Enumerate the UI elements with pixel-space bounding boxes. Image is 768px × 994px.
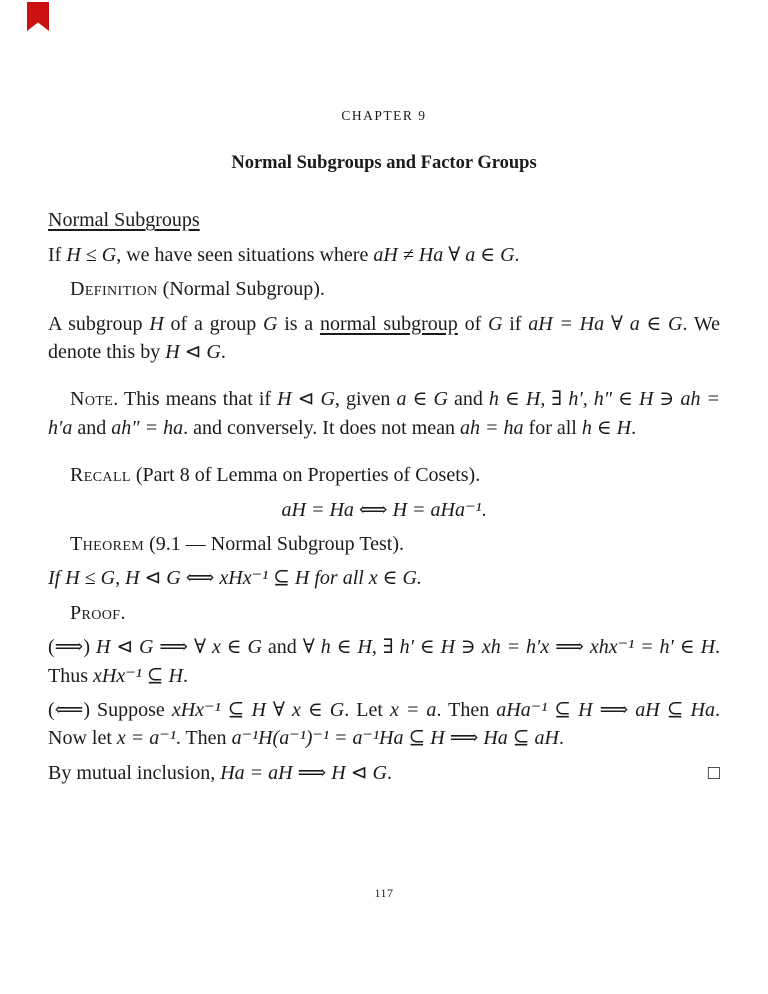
text-run: ∀ (443, 243, 466, 266)
text-run: h′, h″ ∈ H (568, 388, 654, 411)
text-run: . (481, 498, 487, 521)
text-run: ∀ (604, 312, 630, 335)
text-run: h ∈ H (488, 388, 541, 411)
text-run: h′ ∈ H (399, 636, 456, 659)
paragraph (48, 599, 720, 627)
text-run: If H ≤ G, H ⊲ G ⟺ xHx⁻¹ ⊆ H for all x ∈ G. (48, 567, 422, 590)
text-run: normal subgroup (319, 312, 458, 335)
chapter-heading: CHAPTER 9 (341, 108, 427, 123)
text-run: . Thus (48, 636, 721, 687)
text-run: ⟹ (292, 761, 332, 784)
text-run: of a group (163, 312, 263, 335)
text-run: , given (334, 388, 397, 411)
text-run: h ∈ H (581, 416, 632, 439)
paragraph (48, 275, 720, 303)
text-run: x ∈ G (292, 698, 345, 721)
text-run: aH = Ha (528, 312, 605, 335)
text-run: By mutual inclusion, (48, 761, 221, 784)
text-run: Recall (70, 464, 131, 487)
document-title: Normal Subgroups and Factor Groups (231, 153, 537, 174)
text-run: x = a (389, 698, 437, 721)
text-run: x ∈ G (212, 636, 262, 659)
text-run: ⟹ (549, 636, 590, 659)
text-run: and ∀ (262, 636, 321, 659)
text-run: . (514, 243, 520, 266)
paragraph (48, 633, 720, 690)
paragraph (48, 564, 720, 592)
text-run: H = aHa⁻¹ (392, 498, 482, 521)
paragraph (48, 461, 720, 489)
text-run: If (48, 243, 67, 266)
text-run: a⁻¹H(a⁻¹)⁻¹ = a⁻¹Ha ⊆ H (231, 727, 445, 750)
text-run: , we have seen situations where (116, 243, 374, 266)
text-run: , ∃ (371, 636, 400, 659)
text-run: xHx⁻¹ ⊆ H (93, 664, 183, 687)
text-run: . Now let (48, 698, 721, 750)
text-run: ah = h′a (48, 388, 721, 439)
text-run: . Then (175, 727, 232, 750)
text-run: ⟺ (353, 498, 393, 521)
text-run: ∋ (653, 388, 681, 411)
text-run: Definition (70, 278, 158, 301)
text-run: Theorem (70, 532, 145, 555)
text-run: , ∃ (540, 388, 569, 411)
text-run: aHa⁻¹ ⊆ H (496, 698, 593, 721)
text-run: . (386, 761, 392, 784)
text-run: ⟹ (444, 727, 484, 750)
text-run: ah = ha (460, 416, 524, 439)
text-run: aH ≠ Ha (373, 243, 444, 266)
text-run: x = a⁻¹ (116, 727, 176, 750)
text-run: G (488, 312, 503, 335)
text-run: (Normal Subgroup). (157, 278, 325, 301)
text-run: and (447, 388, 489, 411)
text-run: is a (277, 312, 320, 335)
text-run: for all (523, 416, 582, 439)
text-run: . This means that if (113, 388, 278, 411)
text-run: (Part 8 of Lemma on Properties of Cosets). (130, 464, 481, 487)
text-run: Proof (70, 601, 121, 624)
display-math (48, 496, 720, 524)
text-run: ∀ (265, 698, 293, 721)
text-run: and (72, 416, 112, 439)
text-run: of (457, 312, 488, 335)
qed-square: □ (707, 761, 720, 784)
text-run: H (149, 312, 164, 335)
text-run: . (631, 416, 637, 439)
text-run: a ∈ G (396, 388, 448, 411)
text-run: H ⊲ G (165, 340, 221, 363)
text-run: H ≤ G (66, 243, 117, 266)
paragraph (48, 385, 720, 442)
text-run: H ⊲ G (331, 761, 387, 784)
text-run: aH ⊆ Ha (635, 698, 716, 721)
text-run: . We denote this by (48, 312, 721, 363)
text-run: a ∈ G (465, 243, 515, 266)
text-run: ⟹ ∀ (153, 636, 212, 659)
text-run: if (502, 312, 529, 335)
paragraph (48, 759, 720, 787)
text-run: H ⊲ G (277, 388, 335, 411)
text-run: xh = h′x (481, 636, 550, 659)
paragraph (48, 530, 720, 558)
paragraph (48, 310, 720, 367)
text-run: (9.1 — Normal Subgroup Test). (144, 532, 405, 555)
paragraph (48, 696, 720, 753)
text-run: G (263, 312, 278, 335)
text-run: Ha ⊆ aH (483, 727, 560, 750)
text-run: xhx⁻¹ = h′ ∈ H (589, 636, 716, 659)
text-run: h ∈ H (320, 636, 372, 659)
text-run: . (559, 727, 565, 750)
text-run: (⟸) Suppose (48, 698, 172, 721)
page-number: 117 (374, 886, 394, 900)
text-run: . (220, 340, 226, 363)
text-run: H ⊲ G (95, 636, 154, 659)
text-run: . (120, 601, 126, 624)
text-run: ⟹ (592, 698, 636, 721)
text-run: . Then (436, 698, 497, 721)
paragraph (48, 241, 720, 269)
section-heading (48, 206, 720, 234)
text-run: . Let (344, 698, 390, 721)
text-run: A subgroup (48, 312, 150, 335)
text-run: . (182, 664, 188, 687)
text-run: aH = Ha (281, 498, 354, 521)
text-run: Ha = aH (220, 761, 293, 784)
text-run: ah″ = ha (111, 416, 184, 439)
bookmark-ribbon-icon[interactable] (27, 2, 49, 31)
text-run: . and conversely. It does not mean (183, 416, 461, 439)
text-run: Note (70, 388, 114, 411)
text-run: a ∈ G (629, 312, 683, 335)
text-run: ∋ (455, 636, 482, 659)
text-run: (⟹) (48, 636, 96, 659)
text-run: xHx⁻¹ ⊆ H (171, 698, 266, 721)
doc-blocks (48, 206, 720, 787)
text-run: Normal Subgroups (48, 209, 200, 232)
